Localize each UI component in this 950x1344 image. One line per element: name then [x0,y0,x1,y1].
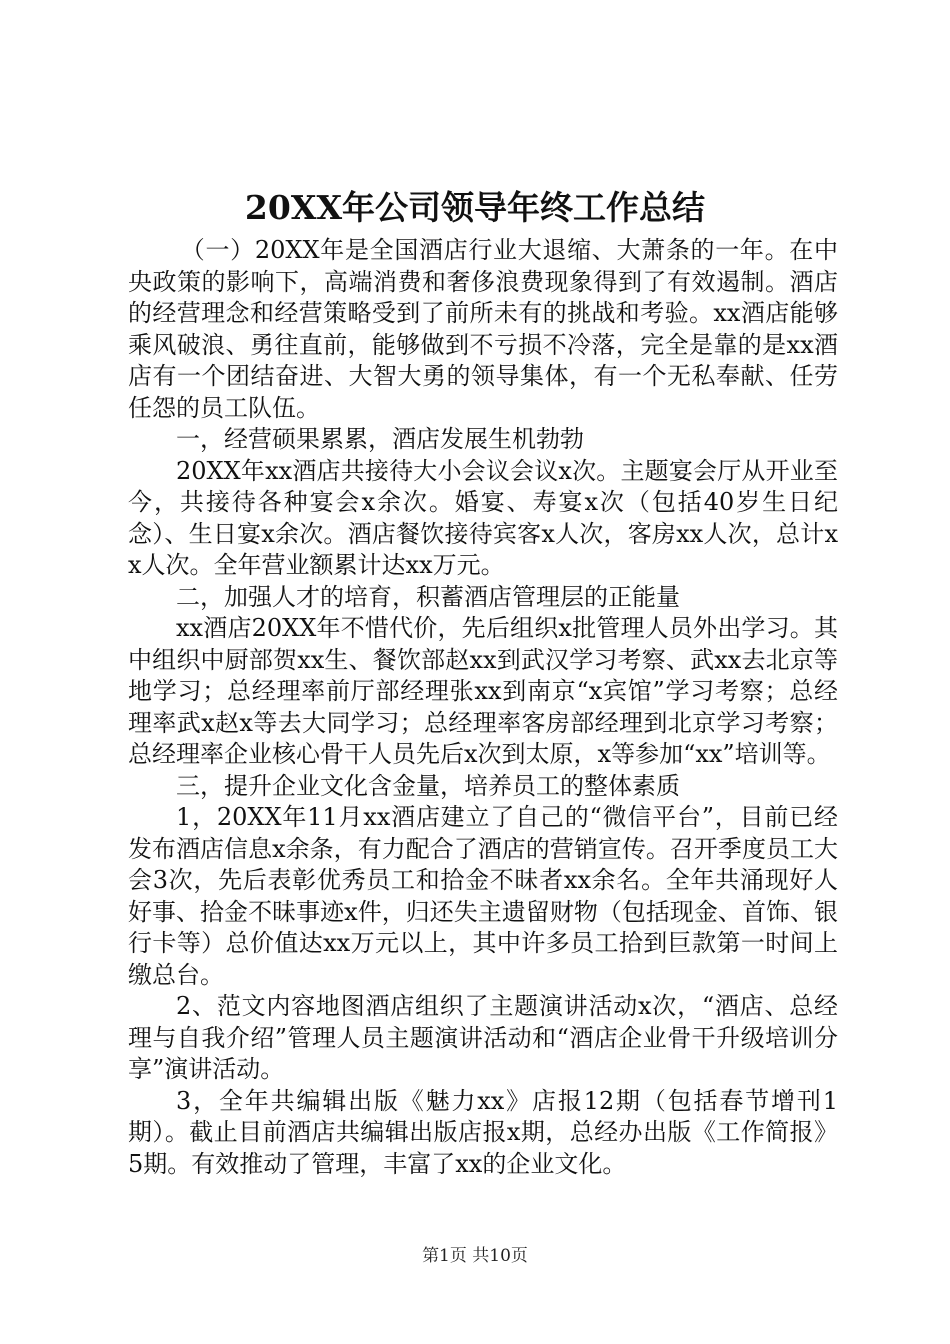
paragraph-culture-item-2: 2、范文内容地图酒店组织了主题演讲活动x次，“酒店、总经理与自我介绍”管理人员主题演讲活动和“酒店企业骨干升级培训分享”演讲活动。 [128,992,838,1083]
section-heading-2: 二，加强人才的培育，积蓄酒店管理层的正能量 [176,582,680,611]
page-number-footer: 第1页 共10页 [422,1246,528,1266]
paragraph-culture-item-3: 3，全年共编辑出版《魅力xx》店报12期（包括春节增刊1期）。截止目前酒店共编辑出版店报x期，总经办出版《工作简报》5期。有效推动了管理，丰富了xx的企业文化。 [128,1086,838,1178]
paragraph-culture-item-1: 1，20XX年11月xx酒店建立了自己的“微信平台”，目前已经发布酒店信息x余条，有力配合了酒店的营销宣传。召开季度员工大会3次，先后表彰优秀员工和拾金不昧者xx余名。全年共涌现好人好事、拾金不昧事迹x件，归还失主遗留财物（包括现金、首饰、银行卡等）总价值达xx万元以上，其中许多员工拾到巨款第一时间上缴总台。 [128,803,838,989]
document-body [128,235,838,1180]
document-title: 20XX年公司领导年终工作总结 [244,188,706,227]
paragraph-intro: （一）20XX年是全国酒店行业大退缩、大萧条的一年。在中央政策的影响下，高端消费和奢侈浪费现象得到了有效遏制。酒店的经营理念和经营策略受到了前所未有的挑战和考验。xx酒店能够乘风破浪、勇往直前，能够做到不亏损不冷落，完全是靠的是xx酒店有一个团结奋进、大智大勇的领导集体，有一个无私奉献、任劳任怨的员工队伍。 [128,236,838,422]
paragraph-talent-training: xx酒店20XX年不惜代价，先后组织x批管理人员外出学习。其中组织中厨部贺xx生、餐饮部赵xx到武汉学习考察、武xx去北京等地学习；总经理率前厅部经理张xx到南京“x宾馆”学习考察；总经理率武x赵x等去大同学习；总经理率客房部经理到北京学习考察；总经理率企业核心骨干人员先后x次到太原，x等参加“xx”培训等。 [128,614,838,768]
section-heading-3: 三，提升企业文化含金量，培养员工的整体素质 [176,771,680,800]
section-heading-1: 一，经营硕果累累，酒店发展生机勃勃 [176,425,584,453]
paragraph-business-results: 20XX年xx酒店共接待大小会议会议x次。主题宴会厅从开业至今，共接待各种宴会x余次。婚宴、寿宴x次（包括40岁生日纪念）、生日宴x余次。酒店餐饮接待宾客x人次，客房xx人次，总计xx人次。全年营业额累计达xx万元。 [128,456,838,579]
